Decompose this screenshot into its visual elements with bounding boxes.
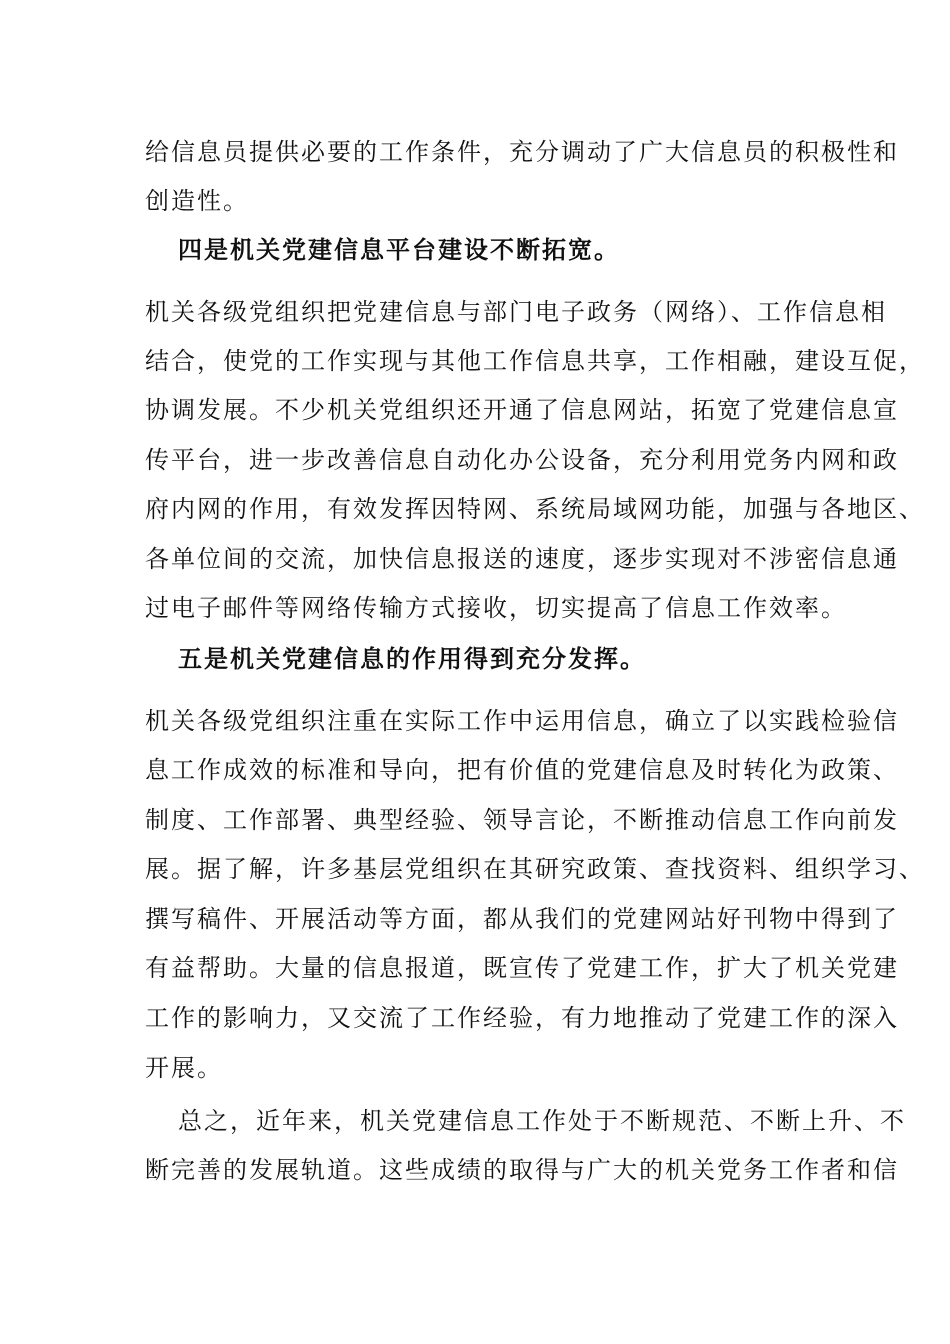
text-line: 各单位间的交流，加快信息报送的速度，逐步实现对不涉密信息通 (145, 545, 899, 573)
text-line: 息工作成效的标准和导向，把有价值的党建信息及时转化为政策、 (145, 756, 899, 784)
text-line: 总之，近年来，机关党建信息工作处于不断规范、不断上升、不 (178, 1107, 906, 1135)
text-line: 给信息员提供必要的工作条件，充分调动了广大信息员的积极性和 (145, 138, 899, 166)
text-line: 机关各级党组织注重在实际工作中运用信息，确立了以实践检验信 (145, 707, 899, 735)
text-line: 工作的影响力，又交流了工作经验，有力地推动了党建工作的深入 (145, 1004, 899, 1032)
text-line: 传平台，进一步改善信息自动化办公设备，充分利用党务内网和政 (145, 446, 899, 474)
section-heading: 四是机关党建信息平台建设不断拓宽。 (178, 235, 620, 264)
text-line: 开展。 (145, 1054, 223, 1082)
text-line: 结合，使党的工作实现与其他工作信息共享，工作相融，建设互促， (145, 347, 925, 375)
text-line: 展。据了解，许多基层党组织在其研究政策、查找资料、组织学习、 (145, 855, 925, 883)
text-line: 创造性。 (145, 187, 249, 215)
text-line: 撰写稿件、开展活动等方面，都从我们的党建网站好刊物中得到了 (145, 905, 899, 933)
text-line: 制度、工作部署、典型经验、领导言论，不断推动信息工作向前发 (145, 806, 899, 834)
text-line: 机关各级党组织把党建信息与部门电子政务（网络）、工作信息相 (145, 298, 887, 326)
text-line: 断完善的发展轨道。这些成绩的取得与广大的机关党务工作者和信 (145, 1156, 899, 1184)
text-line: 协调发展。不少机关党组织还开通了信息网站，拓宽了党建信息宣 (145, 396, 899, 424)
text-line: 府内网的作用，有效发挥因特网、系统局域网功能，加强与各地区、 (145, 495, 925, 523)
text-line: 过电子邮件等网络传输方式接收，切实提高了信息工作效率。 (145, 594, 847, 622)
section-heading: 五是机关党建信息的作用得到充分发挥。 (178, 644, 646, 673)
text-line: 有益帮助。大量的信息报道，既宣传了党建工作，扩大了机关党建 (145, 954, 899, 982)
